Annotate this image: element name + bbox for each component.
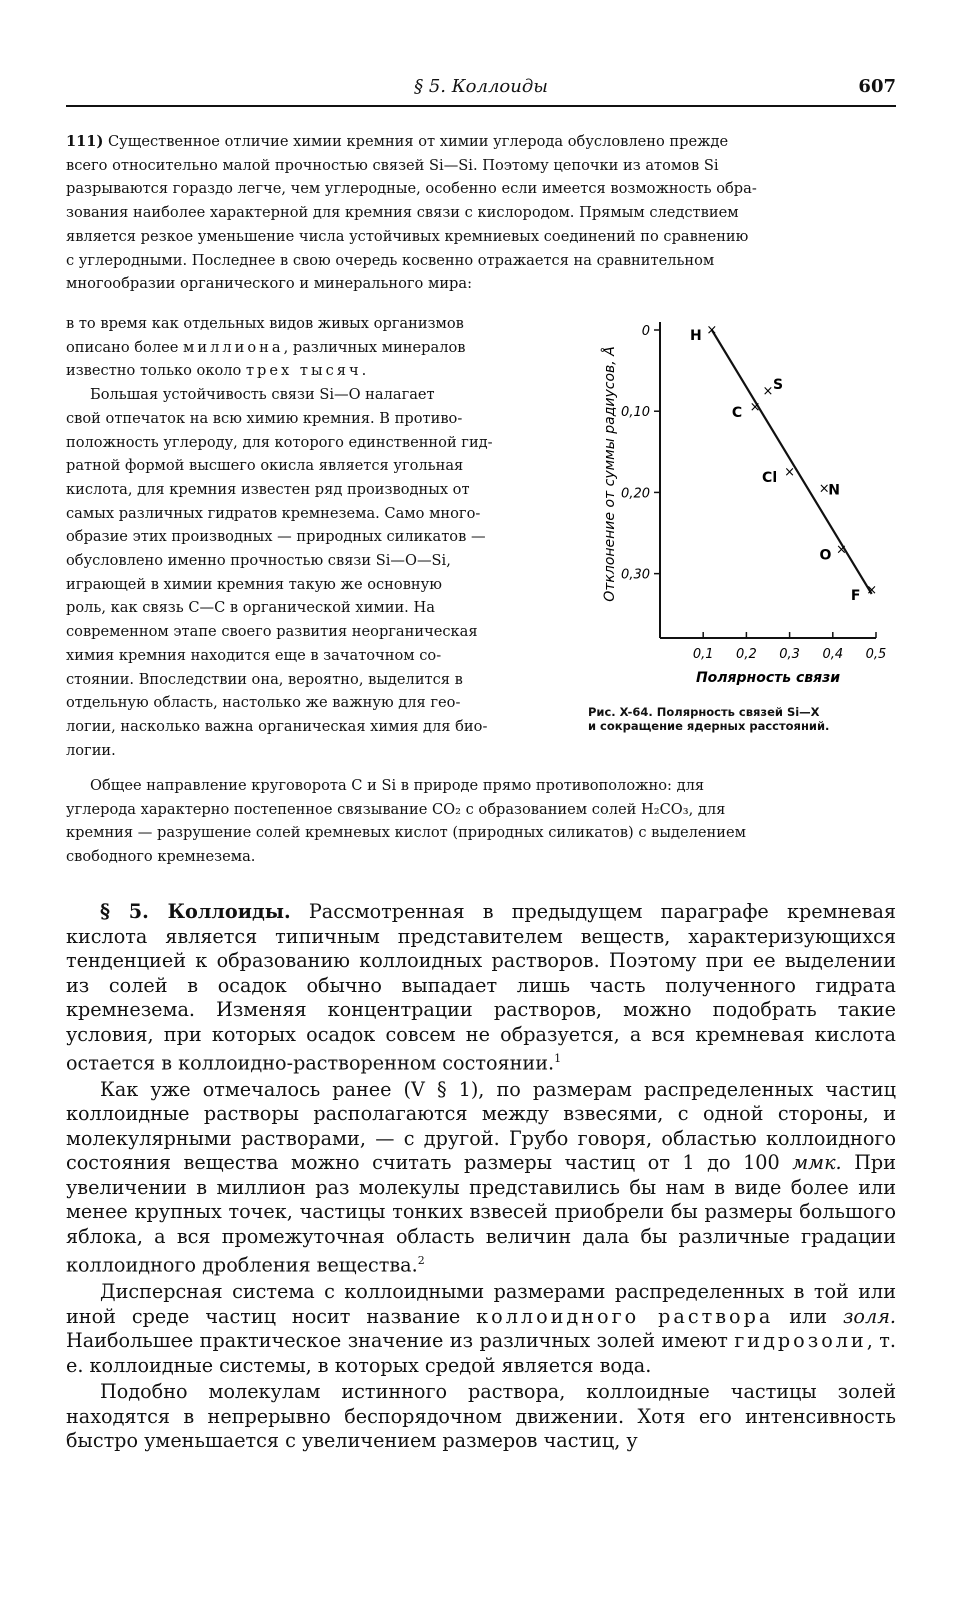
left-line-16: стоянии. Впоследствии она, вероятно, выделится в bbox=[66, 670, 463, 688]
caption-line-1: Рис. X-64. Полярность связей Si—X bbox=[588, 705, 820, 719]
y-axis-label: Отклонение от суммы радиусов, Å bbox=[602, 346, 618, 602]
note-111-line-4: зования наиболее характерной для кремния связи с кислородом. Прямым следствием bbox=[66, 204, 739, 222]
left-line-10: образие этих производных — природных силикатов — bbox=[66, 528, 486, 546]
unit-italic: ммк. bbox=[792, 1151, 842, 1175]
data-point-label: O bbox=[819, 547, 832, 564]
note-111 bbox=[66, 130, 896, 296]
note-111-line-1 bbox=[66, 130, 896, 154]
note-111-line-3: разрываются гораздо легче, чем углеродные, особенно если имеется возможность обра- bbox=[66, 180, 757, 198]
left-line-2 bbox=[66, 336, 571, 360]
left-line-5: свой отпечаток на всю химию кремния. В противо- bbox=[66, 409, 463, 427]
text-span: . bbox=[361, 362, 367, 380]
left-line-19: логии. bbox=[66, 741, 116, 759]
left-column-text bbox=[66, 312, 571, 762]
text-span: Как уже отмечалось ранее (V § 1), по размерам распределенных частиц коллоидные растворы располагаются между взвесями, с одной стороны, и молекулярными растворами, — с другой. Грубо говоря, областью коллоидного состояния вещества можно считать размеры частиц от 1 до 100 bbox=[66, 1077, 896, 1175]
spaced-term: коллоидного раствора bbox=[476, 1304, 774, 1328]
data-point-label: S bbox=[772, 376, 784, 393]
data-point-label: N bbox=[828, 482, 841, 499]
y-tick-label: 0,10 bbox=[621, 405, 650, 421]
data-point-marker: × bbox=[762, 383, 774, 399]
text-span: Дисперсная система с коллоидными размерами распределенных в той или иной среде частиц носит название bbox=[66, 1280, 896, 1328]
section-paragraph-2 bbox=[66, 1078, 896, 1278]
x-tick-label: 0,3 bbox=[779, 647, 800, 662]
figure-caption bbox=[588, 705, 894, 733]
x-tick-label: 0,2 bbox=[736, 647, 757, 662]
footnote-ref-1: 1 bbox=[554, 1052, 562, 1065]
data-point-marker: × bbox=[784, 465, 796, 481]
x-tick-label: 0,5 bbox=[865, 647, 887, 662]
left-line-7: ратной формой высшего окисла является угольная bbox=[66, 457, 464, 475]
left-line-14: современном этапе своего развития неорганическая bbox=[66, 623, 478, 641]
cycle-line-4: свободного кремнезема. bbox=[66, 848, 256, 866]
section-paragraph-3 bbox=[66, 1280, 896, 1378]
running-title: § 5. Коллоиды bbox=[414, 76, 548, 97]
data-point-label: C bbox=[731, 405, 743, 422]
left-line-15: химия кремния находится еще в зачаточном со- bbox=[66, 646, 442, 664]
data-point-label: Cl bbox=[762, 470, 778, 487]
left-line-8: кислота, для кремния известен ряд производных от bbox=[66, 480, 470, 498]
data-point-label: H bbox=[689, 328, 702, 344]
left-line-17: отдельную область, настолько же важную для гео- bbox=[66, 694, 461, 712]
note-111-line-6: с углеродными. Последнее в свою очередь косвенно отражается на сравнительном bbox=[66, 251, 715, 269]
data-point-marker: × bbox=[835, 542, 847, 558]
left-line-11: обусловлено именно прочностью связи Si—O—Si, bbox=[66, 552, 451, 570]
text-span: , т. е. коллоидные системы, в которых средой является вода. bbox=[66, 1329, 896, 1377]
y-tick-label: 0 bbox=[641, 324, 650, 339]
left-line-18: логии, насколько важна органическая химия для био- bbox=[66, 717, 488, 735]
x-tick-label: 0,1 bbox=[692, 647, 714, 662]
data-point-label: F bbox=[850, 587, 861, 604]
footnote-ref-2: 2 bbox=[417, 1254, 425, 1268]
italic-term: золя. bbox=[842, 1304, 897, 1328]
text-span: описано более bbox=[66, 338, 184, 356]
left-line-3 bbox=[66, 359, 571, 383]
left-line-1: в то время как отдельных видов живых организмов bbox=[66, 315, 464, 332]
data-point-marker: × bbox=[866, 582, 878, 598]
text-span: Наибольшее практическое значение из различных золей имеют bbox=[66, 1329, 735, 1353]
section-5-colloids bbox=[66, 900, 896, 1456]
spaced-word: миллиона bbox=[183, 338, 284, 356]
spaced-word: трех тысяч bbox=[245, 362, 362, 380]
figure-x-64 bbox=[586, 300, 906, 700]
section-paragraph-4: Подобно молекулам истинного раствора, коллоидные частицы золей находятся в непрерывно беспорядочном движении. Хотя его интенсивность быстро уменьшается с увеличением размеров частиц, у bbox=[66, 1380, 896, 1453]
cycle-paragraph bbox=[66, 774, 896, 869]
text-span: или bbox=[773, 1304, 843, 1328]
left-line-9: самых различных гидратов кремнезема. Само много- bbox=[66, 504, 481, 522]
running-header bbox=[66, 70, 896, 104]
note-111-line-7: многообразии органического и минерального мира: bbox=[66, 275, 473, 293]
text-span: Рассмотренная в предыдущем параграфе кремневая кислота является типичным представителем веществ, характеризующихся тенденцией к образованию коллоидных растворов. Поэтому при ее выделении из солей в осадок обычно выпадает лишь часть полученного гидрата кремнезема. Изменяя концентрации растворов, можно подобрать такие условия, при которых осадок совсем не образуется, а вся кремневая кислота остается в коллоидно-растворенном состоянии. bbox=[66, 900, 896, 1075]
chart-marks bbox=[601, 322, 886, 686]
caption-line-2: и сокращение ядерных расстояний. bbox=[588, 719, 830, 733]
spaced-term: гидрозоли bbox=[734, 1329, 867, 1353]
cycle-line-3: кремния — разрушение солей кремневых кислот (природных силикатов) с выделением bbox=[66, 824, 746, 842]
note-111-line-5: является резкое уменьшение числа устойчивых кремниевых соединений по сравнению bbox=[66, 227, 749, 245]
left-line-6: положность углероду, для которого единственной гид- bbox=[66, 433, 493, 451]
data-point-marker: × bbox=[749, 400, 761, 416]
y-tick-label: 0,20 bbox=[621, 486, 650, 502]
left-line-13: роль, как связь C—C в органической химии. На bbox=[66, 599, 435, 617]
cycle-line-2: углерода характерно постепенное связывание CO₂ с образованием солей H₂CO₃, для bbox=[66, 800, 726, 818]
x-tick-label: 0,4 bbox=[822, 647, 844, 662]
note-text: Существенное отличие химии кремния от химии углерода обусловлено прежде bbox=[108, 133, 729, 150]
left-line-12: играющей в химии кремния такую же основную bbox=[66, 575, 442, 593]
text-span: При увеличении в миллион раз молекулы представились бы нам в виде более или менее крупных точек, частицы тонких взвесей приобрели бы размеры большого яблока, а вся промежуточная область величин дала бы различные градации коллоидного дробления вещества. bbox=[66, 1151, 896, 1277]
data-point-marker: × bbox=[818, 481, 830, 497]
text-span: известно только около bbox=[66, 362, 246, 380]
section-heading: § 5. Коллоиды. bbox=[100, 900, 291, 923]
section-paragraph-1 bbox=[66, 900, 896, 1076]
left-line-4: Большая устойчивость связи Si—O налагает bbox=[90, 386, 435, 404]
note-111-line-2: всего относительно малой прочностью связей Si—Si. Поэтому цепочки из атомов Si bbox=[66, 156, 719, 174]
text-span: , различных минералов bbox=[283, 338, 466, 356]
note-label: 111) bbox=[66, 133, 104, 150]
x-axis-label: Полярность связи bbox=[695, 670, 841, 686]
y-tick-label: 0,30 bbox=[621, 567, 650, 583]
trend-line bbox=[712, 330, 872, 594]
data-point-marker: × bbox=[706, 323, 718, 338]
page-number: 607 bbox=[858, 76, 896, 97]
header-rule bbox=[66, 105, 896, 107]
cycle-line-1: Общее направление круговорота C и Si в природе прямо противоположно: для bbox=[90, 777, 705, 794]
